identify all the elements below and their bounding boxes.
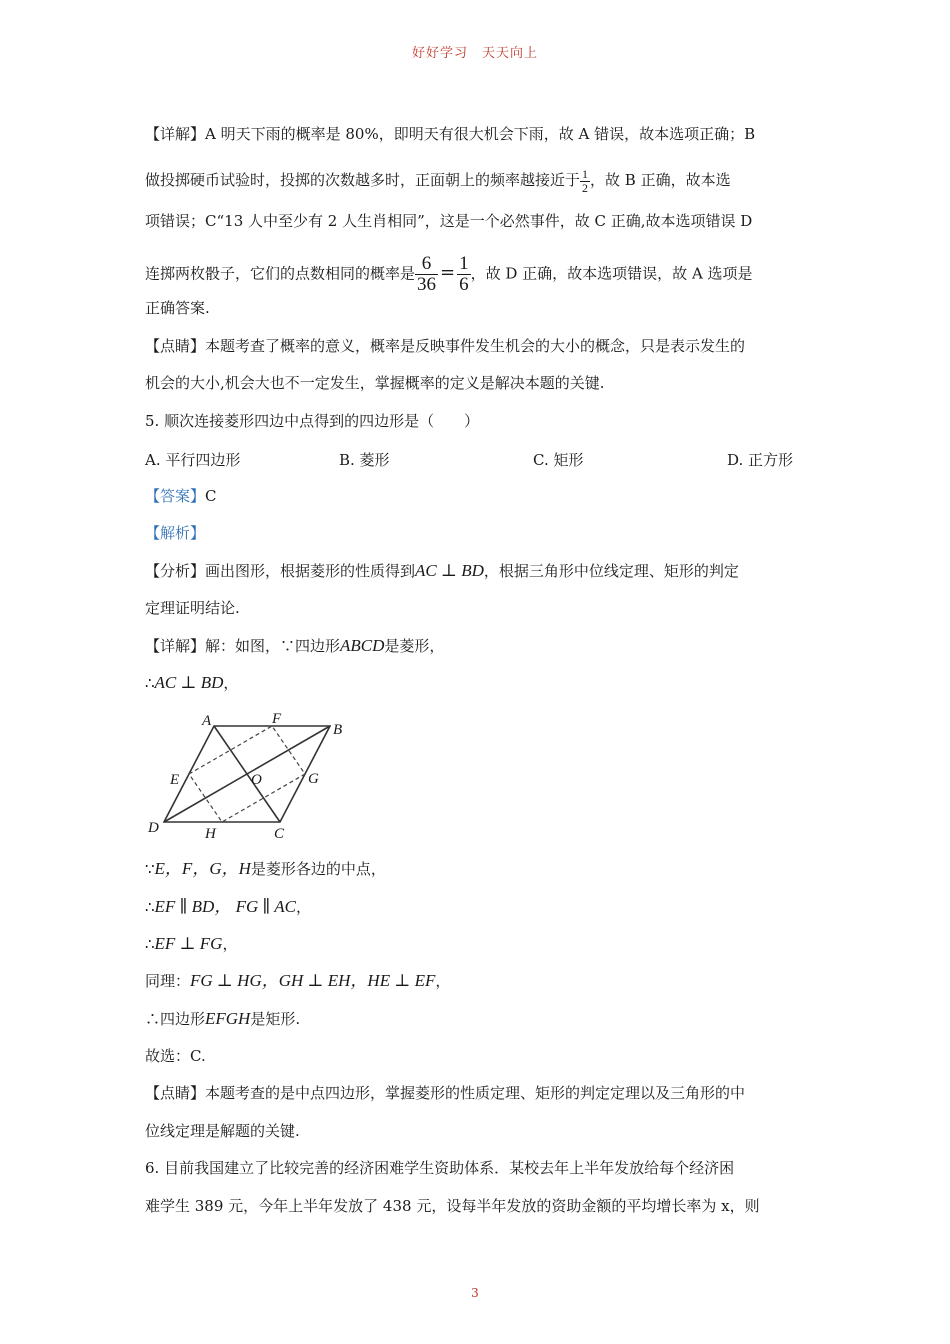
label-c: C [274,826,285,842]
q6-stem-line-1: 6. 目前我国建立了比较完善的经济困难学生资助体系．某校去年上半年发放给每个经济困 [145,1159,735,1177]
math-expression: EF ⊥ FG [154,934,223,953]
punctuation: ， [223,674,239,692]
q5-option-b: B. 菱形 [339,451,390,469]
q4-comment-line-1: 【点睛】本题考查了概率的意义，概率是反映事件发生机会的大小的概念，只是表示发生的 [145,337,746,355]
q5-step-4 [145,934,810,954]
q5-step-6 [145,1009,810,1029]
step-text: 同理： [145,972,191,990]
math-expression: E，F，G，H [154,859,251,878]
math-expression: EFGH [205,1009,251,1028]
label-h: H [205,826,216,842]
punctuation: ， [222,935,238,953]
q5-answer [145,486,810,506]
punctuation: ， [296,898,312,916]
q5-stem: 5. 顺次连接菱形四边中点得到的四边形是（ ） [145,412,480,430]
label-a: A [202,713,212,729]
step-text: ∴四边形 [145,1010,206,1028]
label-e: E [170,772,180,788]
q4-detail-line-3: 项错误；C“13 人中至少有 2 人生肖相同”，这是一个必然事件，故 C 正确,故本选项错误 D [145,212,753,230]
step-text: 是菱形各边的中点， [250,860,386,878]
q5-step-5 [145,971,810,991]
q5-analysis-line-1 [145,561,810,581]
math-expression: FG ⊥ HG，GH ⊥ EH，HE ⊥ EF [190,971,436,990]
fraction-six-thirtysixths: $\frac{6}{36}$ [417,253,437,295]
q5-option-d: D. 正方形 [727,451,794,469]
q5-analysis-line-2: 定理证明结论. [145,599,240,617]
page-number: 3 [471,1286,479,1300]
q4-detail-text: ，故 B 正确，故本选 [590,171,731,190]
label-d: D [148,820,159,836]
q5-detail-line-1 [145,636,810,656]
answer-value: C [205,487,217,505]
label-f: F [272,711,282,727]
q6-stem-line-2: 难学生 389 元，今年上半年发放了 438 元，设每半年发放的资助金额的平均增长率为 x，则 [145,1197,760,1215]
therefore-symbol: ∴ [145,674,155,692]
detail-text: 是菱形， [384,637,445,655]
q5-comment-line-1: 【点睛】本题考查的是中点四边形，掌握菱形的性质定理、矩形的判定定理以及三角形的中 [145,1084,746,1102]
label-g: G [308,771,319,787]
page-header: 好好学习 天天向上 [411,46,538,61]
q4-detail-text: 做投掷硬币试验时，投掷的次数越多时，正面朝上的频率越接近于 [145,171,581,190]
math-expression: ABCD [340,636,385,655]
q4-detail-text: 连掷两枚骰子，它们的点数相同的概率是 [145,264,416,283]
therefore-symbol: ∴ [145,898,155,916]
analysis-text: ，根据三角形中位线定理、矩形的判定 [483,562,739,580]
punctuation: ， [435,972,451,990]
q4-detail-line-2 [145,168,810,194]
q4-detail-line-5: 正确答案. [145,299,210,317]
equals-sign: = [440,262,456,284]
label-o: O [251,772,262,788]
q4-detail-line-1: 【详解】A 明天下雨的概率是 80%，即明天有很大机会下雨，故 A 错误，故本选项正确；B [145,125,756,143]
analysis-text: 【分析】画出图形，根据菱形的性质得到 [145,562,416,580]
q5-step-3 [145,897,810,917]
q5-option-a: A. 平行四边形 [145,451,241,469]
math-expression: EF ∥ BD， FG ∥ AC [154,897,297,916]
q5-comment-line-2: 位线定理是解题的关键. [145,1122,300,1140]
label-b: B [333,722,343,738]
q5-step-1 [145,673,810,693]
q4-detail-line-4 [145,254,810,295]
detail-text: 【详解】解：如图，∵四边形 [145,637,341,655]
q5-analysis-tag: 【解析】 [145,524,206,542]
q5-option-c: C. 矩形 [533,451,584,469]
fraction-one-sixth: $\frac{1}{6}$ [459,253,469,295]
q5-step-2 [145,859,810,879]
step-text: 是矩形. [250,1010,301,1028]
q4-detail-text: ，故 D 正确，故本选项错误，故 A 选项是 [470,264,753,283]
answer-tag: 【答案】 [145,487,206,505]
therefore-symbol: ∴ [145,935,155,953]
math-expression: AC ⊥ BD [154,673,224,692]
q4-comment-line-2: 机会的大小,机会大也不一定发生，掌握概率的定义是解决本题的关键. [145,374,605,392]
because-symbol: ∵ [145,860,155,878]
math-expression: AC ⊥ BD [415,561,484,580]
rhombus-diagram [140,706,350,842]
q5-step-7: 故选：C. [145,1047,206,1065]
fraction-one-half: $\frac{1}{2}$ [582,167,589,195]
